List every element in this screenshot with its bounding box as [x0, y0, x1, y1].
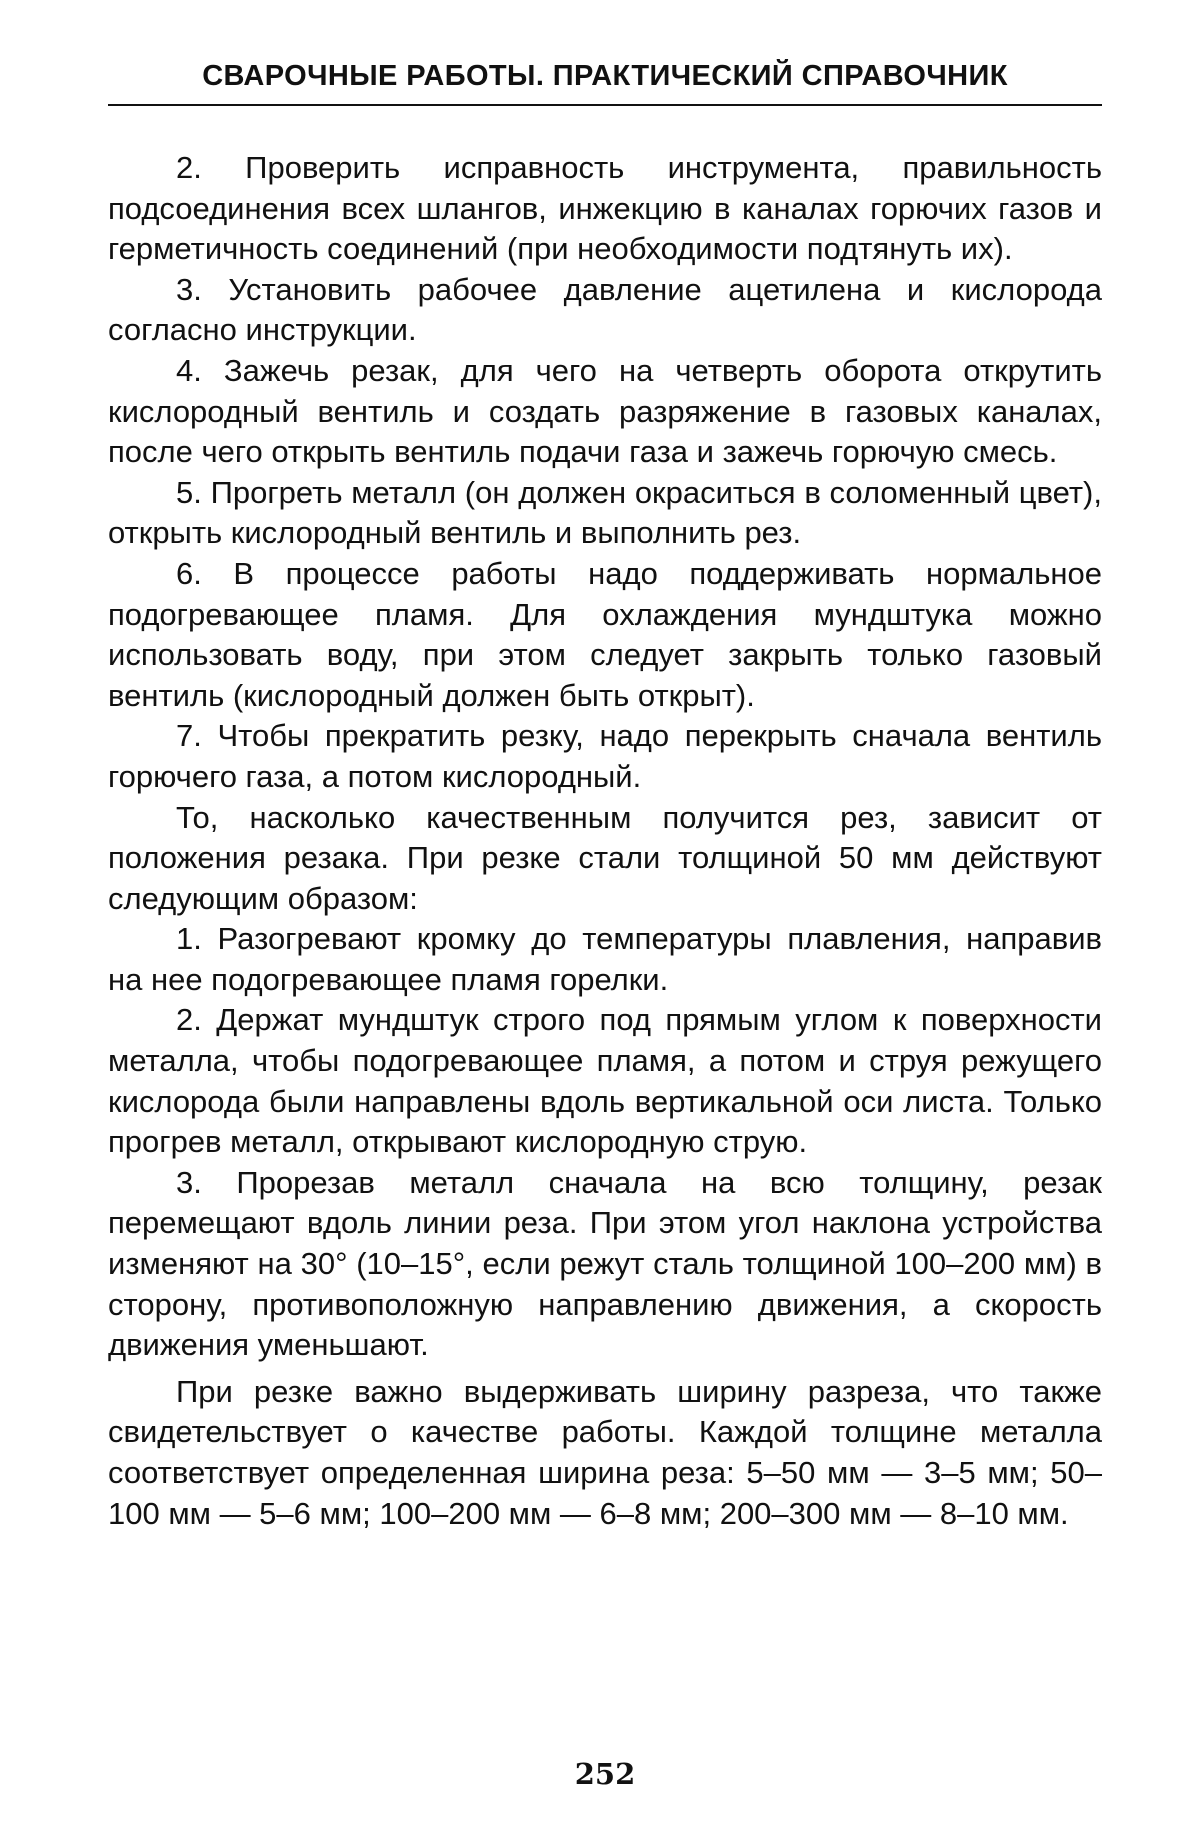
paragraph: При резке важно выдерживать ширину разреза, что также свидетельствует о качестве работы. Каждой толщине металла соответствует определенная ширина реза: 5–50 мм — 3–5 мм; 50–100 мм — 5–6 мм; 100–200 мм — 6–8 мм; 200–300 мм — 8–10 мм. [108, 1373, 1102, 1531]
paragraph: 1. Разогревают кромку до температуры плавления, направив на нее подогревающее пламя горелки. [108, 921, 1102, 997]
body-text [108, 148, 1102, 1534]
paragraph: 6. В процессе работы надо поддерживать нормальное подогревающее пламя. Для охлаждения мундштука можно использовать воду, при этом следует закрыть только газовый вентиль (кислородный должен быть открыт). [108, 555, 1102, 713]
paragraph: 2. Держат мундштук строго под прямым углом к поверхности металла, чтобы подогревающее пламя, а потом и струя режущего кислорода были направлены вдоль вертикальной оси листа. Только прогрев металл, открывают кислородную струю. [108, 1002, 1102, 1160]
page-number: 252 [574, 1757, 636, 1791]
running-header: СВАРОЧНЫЕ РАБОТЫ. ПРАКТИЧЕСКИЙ СПРАВОЧНИК [202, 60, 1008, 92]
paragraph: То, насколько качественным получится рез, зависит от положения резака. При резке стали толщиной 50 мм действуют следующим образом: [108, 799, 1102, 916]
header-rule [108, 104, 1102, 106]
paragraph: 5. Прогреть металл (он должен окраситься в соломенный цвет), открыть кислородный вентиль и выполнить рез. [108, 474, 1102, 551]
paragraph: 3. Прорезав металл сначала на всю толщину, резак перемещают вдоль линии реза. При этом угол наклона устройства изменяют на 30° (10–15°, если режут сталь толщиной 100–200 мм) в сторону, противоположную направлению движения, а скорость движения уменьшают. [108, 1164, 1102, 1363]
paragraph: 7. Чтобы прекратить резку, надо перекрыть сначала вентиль горючего газа, а потом кислородный. [108, 718, 1102, 794]
paragraph: 2. Проверить исправность инструмента, правильность подсоединения всех шлангов, инжекцию в каналах горючих газов и герметичность соединений (при необходимости подтянуть их). [108, 150, 1102, 267]
paragraph: 4. Зажечь резак, для чего на четверть оборота открутить кислородный вентиль и создать разряжение в газовых каналах, после чего открыть вентиль подачи газа и зажечь горючую смесь. [108, 352, 1102, 470]
paragraph: 3. Установить рабочее давление ацетилена и кислорода согласно инструкции. [108, 271, 1102, 348]
book-page [108, 0, 1102, 1830]
